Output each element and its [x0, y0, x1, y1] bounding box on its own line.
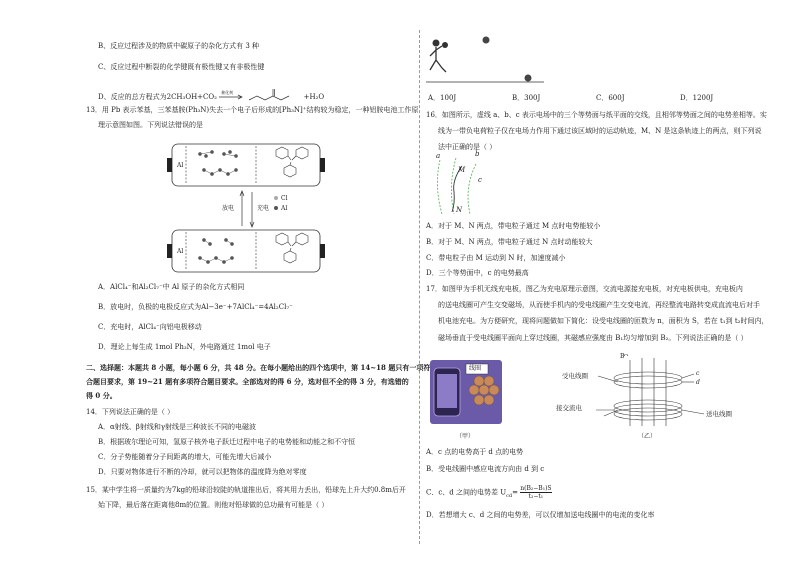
- q15-option-b: B．300J: [512, 94, 541, 102]
- q13-option-b: B．放电时，负极的电极反应式为Al−3e⁻+7AlCl₄⁻=4Al₂Cl₇⁻: [98, 303, 293, 311]
- q13-stem-line1: 13．用 Pb 表示苯基，三苯基胺(Ph₃N)失去一个电子后形成的[Ph₃N]⁺结构较为稳定，一种铝胺电池工作原: [86, 106, 419, 114]
- q13-option-c: C．充电时，AlCl₄⁻向铝电极移动: [98, 323, 202, 331]
- transmitter-coil-label: 送电线圈: [706, 410, 732, 418]
- q12-option-c: C、反应过程中断裂的化学键既有极性键又有非极性键: [98, 63, 265, 71]
- dimethyl-carbonate-structure: [245, 86, 301, 108]
- q17-stem-line1: 17．如图甲为手机无线充电板，图乙为充电原理示意图，交流电源接充电板，对充电板供电，充电板内: [426, 285, 743, 293]
- aluminum-amine-battery-figure: [164, 140, 334, 276]
- label-M: M: [458, 166, 466, 174]
- q17-stem-line4: 磁场垂直于受电线圈平面向上穿过线圈，其磁感应强度由 B₁均匀增加到 B₂。下列说法正确的是（ ）: [438, 334, 748, 342]
- section2-heading-line3: 得 0 分。: [86, 391, 117, 400]
- q14-option-a: A．α射线、β射线和γ射线是三种波长不同的电磁波: [98, 423, 257, 431]
- charging-principle-diagram: [538, 354, 738, 444]
- q15-option-c: C．600J: [596, 94, 625, 102]
- q14-option-d: D．只要对物体进行不断的冷却，就可以把物体的温度降为绝对零度: [98, 468, 307, 476]
- al-electrode-label-bottom: Al: [177, 248, 184, 255]
- battery-diagram: [164, 140, 334, 276]
- label-c-terminal: c: [696, 370, 700, 377]
- q17-option-c: C．c、d 之间的电势差 $U_{cd}=$ $\frac{\text{n(B₂−B₁)S}}{\text{t₂−t₁}}$: [426, 485, 552, 500]
- coil-callout: 线圈: [469, 365, 482, 372]
- shot-ball-landing: [525, 75, 532, 82]
- label-a: a: [436, 152, 441, 160]
- q12-option-d: D、反应的总方程式为2CH₃OH+CO₂ 催化剂 +H₂O: [98, 86, 324, 108]
- label-N: N: [456, 206, 463, 214]
- q12-option-b: B、反应过程涉及的物质中碳原子的杂化方式有 3 种: [98, 42, 260, 50]
- q16-stem-line2: 线为一带负电荷粒子仅在电场力作用下通过该区域时的运动轨迹，M、N 是这条轨迹上的两点，则下列说: [438, 127, 762, 135]
- q16-option-a: A．对于 M、N 两点，带电粒子通过 M 点时电势能较小: [426, 222, 601, 230]
- charger-illustration: [430, 360, 502, 424]
- legend-cl: Cl: [281, 195, 288, 202]
- q14-option-c: C．分子势能随着分子间距离的增大，可能先增大后减小: [98, 453, 272, 461]
- equipotential-a: [437, 160, 442, 214]
- discharge-label: 放电: [222, 205, 235, 212]
- fraction: $\frac{\text{n(B₂−B₁)S}}{\text{t₂−t₁}}$: [520, 485, 552, 500]
- q15-stem-line2: 始下降，最后落在距离他8m的位置。则他对铅球做的总功最有可能是（ ）: [98, 501, 329, 509]
- section2-heading-line2: 合题目要求，第 19~21 题有多项符合题目要求。全部选对的得 6 分，选对但不全的得 3 分，有选错的: [86, 377, 409, 386]
- ac-input-label: 接交流电: [556, 404, 582, 412]
- q16-stem-line1: 16．如图所示，虚线 a、b、c 表示电场中的三个等势面与纸平面的交线，且相邻等势面之间的电势差相等。实: [426, 111, 767, 119]
- receiver-coil-label: 受电线圈: [562, 372, 588, 380]
- legend-al: Al: [281, 205, 288, 212]
- q17-stem-line3: 机电池充电。为方便研究，现将问题做如下简化：设受电线圈的匝数为 n，面积为 S，若在 t₁到 t₂时间内，: [438, 317, 769, 325]
- q14-option-b: B．根据玻尔理论可知，氢原子核外电子跃迁过程中电子的电势能和动能之和不守恒: [98, 438, 356, 446]
- figure-jia-caption: （甲）: [456, 433, 475, 440]
- q17-option-d: D．若想增大 c、d 之间的电势差，可以仅增加送电线圈中的电流的变化率: [426, 511, 655, 519]
- q13-option-d: D．理论上每生成 1mol Ph₃N，外电路通过 1mol 电子: [98, 343, 271, 351]
- equipotential-diagram: [428, 156, 508, 216]
- q16-option-b: B．对于 M、N 两点，带电粒子通过 N 点时动能较大: [426, 238, 593, 246]
- shot-put-figure: [426, 34, 556, 86]
- label-B: B: [620, 353, 625, 360]
- equipotential-c: [468, 164, 476, 214]
- wireless-charger-photo: [430, 360, 502, 432]
- shot-ball-hand: [442, 42, 448, 48]
- reaction-arrow: 催化剂: [219, 93, 243, 102]
- section2-heading-line1: 二、选择题：本题共 8 小题，每小题 6 分，共 48 分。在每小题给出的四个选项中，第 14~18 题只有一项符: [86, 363, 431, 372]
- label-b: b: [475, 150, 480, 158]
- label-d-terminal: d: [696, 379, 700, 386]
- equipotential-figure: [428, 150, 508, 216]
- figure-yi-caption: （乙）: [638, 433, 657, 440]
- q14-stem: 14．下列说法正确的是（ ）: [86, 408, 175, 416]
- q17-stem-line2: 的送电线圈可产生交变磁场，从而使手机内的受电线圈产生交变电流，再经整流电路转变成直流电后对手: [438, 301, 760, 309]
- q16-option-c: C．带电粒子由 M 运动到 N 时，加速度减小: [426, 254, 566, 262]
- al-electrode-label-top: Al: [177, 162, 184, 169]
- q17-option-b: B．受电线圈中感应电流方向由 d 到 c: [426, 465, 545, 473]
- athlete-figure: [430, 46, 446, 72]
- right-column: [420, 0, 794, 562]
- charge-label: 充电: [257, 205, 270, 212]
- q16-stem-line3: 法中正确的是（ ）: [438, 143, 497, 151]
- shot-ball-top: [483, 37, 490, 44]
- q13-option-a: A．AlCl₄⁻和Al₂Cl₇⁻中 Al 原子的杂化方式相同: [98, 283, 245, 291]
- athlete-head: [433, 40, 440, 47]
- q16-option-d: D．三个等势面中，c 的电势最高: [426, 269, 529, 277]
- q15-option-d: D．1200J: [680, 94, 714, 102]
- q15-option-a: A．100J: [428, 94, 457, 102]
- q17-option-a: A．c 点的电势高于 d 点的电势: [426, 448, 524, 456]
- coil-diagram: [538, 354, 738, 444]
- label-c: c: [478, 176, 482, 184]
- q15-stem-line1: 15．某中学生将一质量约为7kg的铅球沿较陡的轨道推出后，将其用力丢出，铅球先上升大约0.8m后开: [86, 486, 406, 494]
- q13-stem-line2: 理示意图如图。下列说法错误的是: [98, 121, 203, 129]
